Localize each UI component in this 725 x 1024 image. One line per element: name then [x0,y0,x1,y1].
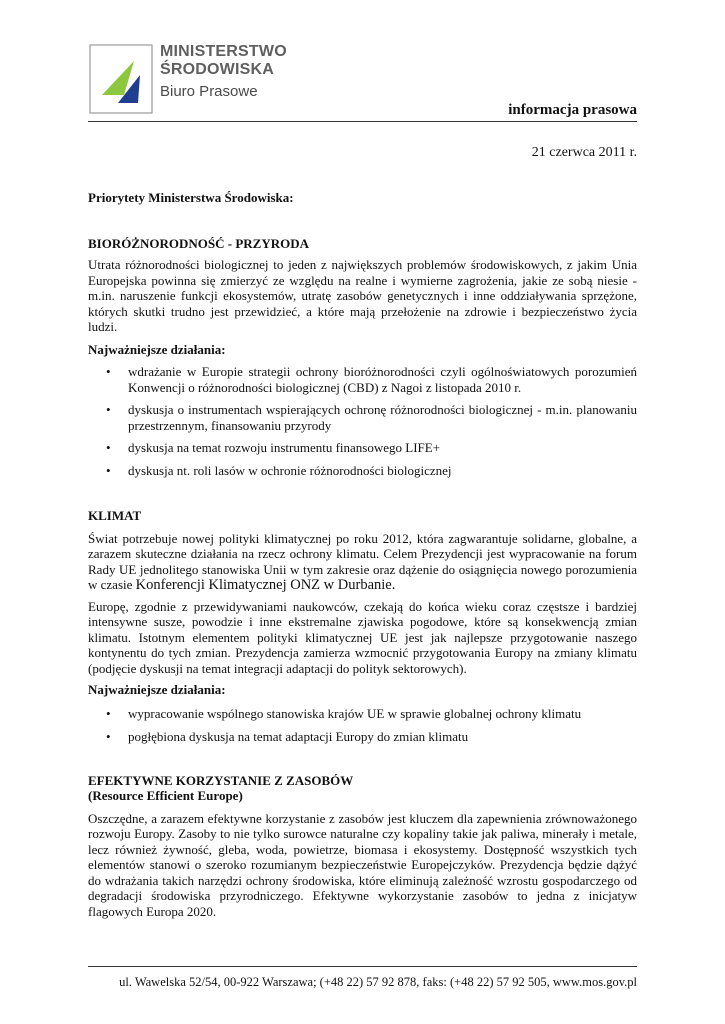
list-item: • dyskusja na temat rozwoju instrumentu finansowego LIFE+ [106,440,441,455]
document-body [88,190,637,919]
section-resources-subheading: (Resource Efficient Europe) [88,788,243,803]
list-item: • dyskusja nt. roli lasów w ochronie różnorodności biologicznej [106,462,452,478]
section-biodiversity-actions [88,364,637,478]
section-resources-heading: EFEKTYWNE KORZYSTANIE Z ZASOBÓW [88,772,354,788]
logo-line-2: ŚRODOWISKA [160,61,274,78]
footer-contact: ul. Wawelska 52/54, 00-922 Warszawa; (+48 22) 57 92 878, faks: (+48 22) 57 92 505, www.mos.gov.pl [119,975,637,989]
section-climate-actions-label: Najważniejsze działania: [88,682,226,697]
header-divider [88,121,637,122]
logo-emblem-icon [90,45,152,113]
logo-text [160,43,287,103]
section-resources-text: Oszczędne, a zarazem efektywne korzystanie z zasobów jest kluczem dla zapewnienia zrównoważonego rozwoju Europy. Zasoby to nie tylko surowce naturalne czy kopaliny takie jak paliwa, minerały i metale, lecz również żywność, gleba, woda, powietrze, biomasa i ekosystemy. Dostępność wszystkich tych elementów stanowi o szeroko rozumianym bezpieczeństwie Europejczyków. Prezydencja będzie dążyć do wdrażania takich narzędzi ochrony środowiska, które eliminują zależność wzrostu gospodarczego od degradacji środowiska przyrodniczego. Efektywne wykorzystanie zasobów to jedna z inicjatyw flagowych Europa 2020. [88,810,637,919]
section-biodiversity-heading: BIORÓŻNORODNOŚĆ - PRZYRODA [88,235,310,251]
footer-divider [88,966,637,967]
list-item: • wdrażanie w Europie strategii ochrony bioróżnorodności czyli ogólnoświatowych porozumień Konwencji o różnorodności biologicznej (CBD) z Nagoi z listopada 2010 r. [106,364,637,395]
section-climate-actions [88,706,637,745]
section-climate-heading: KLIMAT [88,508,142,523]
section-climate-text-2: Europę, zgodnie z przewidywaniami naukowców, czekają do końca wieku coraz częstsze i bardziej intensywne susze, powodzie i inne ekstremalne zjawiska pogodowe, które są konsekwencją zmian klimatu. Istotnym elementem polityki klimatycznej UE jest jak najlepsze przygotowanie naszego kontynentu do tych zmian. Prezydencja zamierza wzmocnić przygotowania Europy na zmiany klimatu (podjęcie dyskusji na temat integracji adaptacji do polityk sektorowych). [88,598,637,676]
logo-line-3: Biuro Prasowe [160,83,258,100]
priorities-title: Priorytety Ministerstwa Środowiska: [88,190,294,205]
document-date: 21 czerwca 2011 r. [531,145,637,160]
list-item: • dyskusja o instrumentach wspierających ochronę różnorodności biologicznej - m.in. planowaniu przestrzennym, finansowaniu przyrody [106,402,637,433]
list-item: • wypracowanie wspólnego stanowiska krajów UE w sprawie globalnej ochrony klimatu [106,705,582,721]
press-release-label: informacja prasowa [508,102,637,118]
logo-line-1: MINISTERSTWO [160,43,287,60]
section-climate-text-1: Świat potrzebuje nowej polityki klimatycznej po roku 2012, która zagwarantuje solidarne, globalne, a zarazem skuteczne działania na rzecz ochrony klimatu. Celem Prezydencji jest wypracowanie na forum Rady UE jednolitego stanowiska Unii w tym zakresie oraz dążenie do osiągnięcia nowego porozumienia w czasie Konferencji Klimatycznej ONZ w Durbanie. [88,530,637,593]
list-item: • pogłębiona dyskusja na temat adaptacji Europy do zmian klimatu [106,729,469,744]
climate-conference-text: Konferencji Klimatycznej ONZ w Durbanie. [135,577,396,593]
section-biodiversity-actions-label: Najważniejsze działania: [88,341,226,357]
section-biodiversity-text: Utrata różnorodności biologicznej to jeden z największych problemów środowiskowych, z jakim Unia Europejska powinna się zmierzyć ze względu na realne i wymierne zagrożenia, jakie ze sobą niesie - m.in. naruszenie funkcji ekosystemów, utratę zasobów genetycznych i inne oddziaływania sprzężone, których skutki trudno jest przewidzieć, a które mają przełożenie na zdrowie i bezpieczeństwo życia ludzi. [88,257,637,334]
